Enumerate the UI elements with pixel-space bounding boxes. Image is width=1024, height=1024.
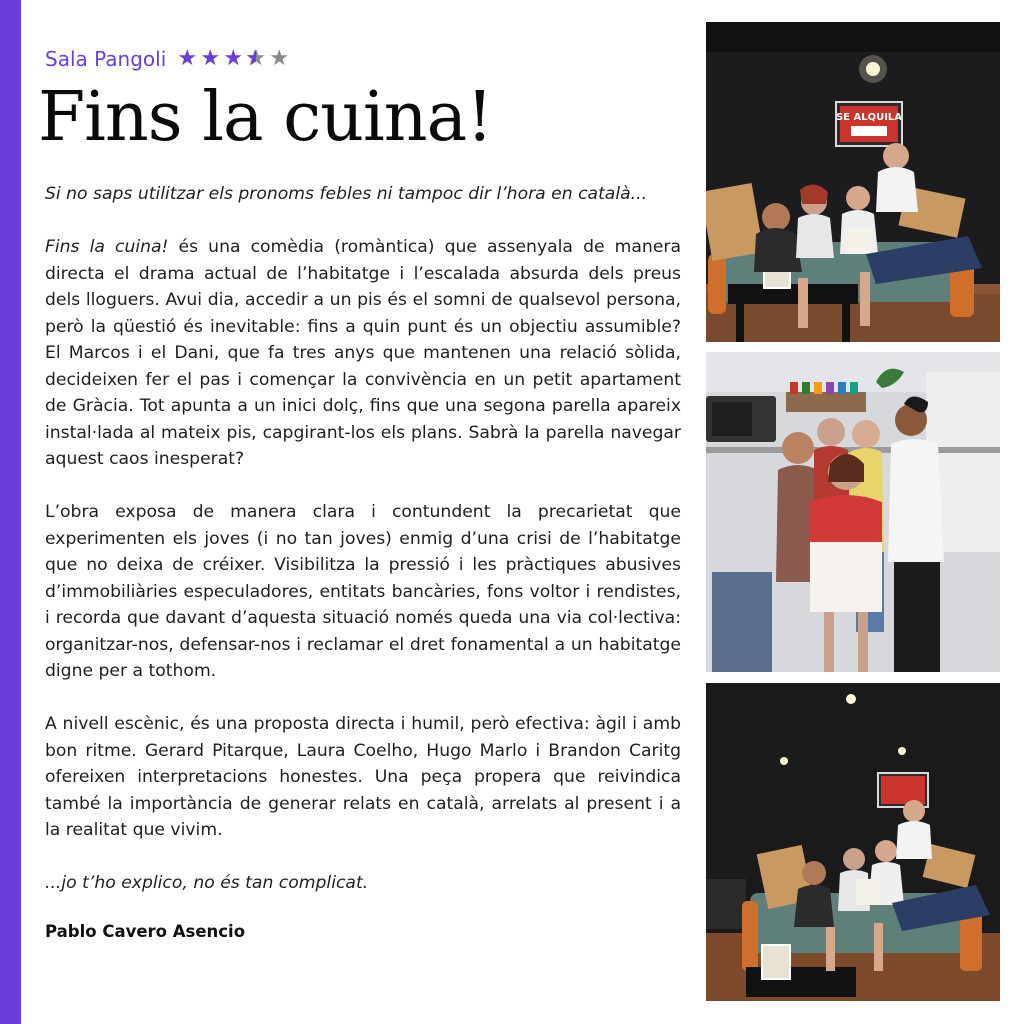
venue-header (45, 44, 290, 74)
sign-icon (878, 773, 928, 807)
staging-paragraph: A nivell escènic, és una proposta directa i humil, però efectiva: àgil i amb bon ritme. Gerard Pitarque, Laura Coelho, Hugo Marlo i Brandon Caritg ofereixen interpretacions honestes. Una peça propera que reivindica també la importància de generar relats en català, arrelats al present i a la realitat que vivim. (45, 714, 681, 840)
analysis-paragraph: L’obra exposa de manera clara i contundent la precarietat que experimenten els joves (i no tan joves) enmig d’una crisi de l’habitatge que no deixa de créixer. Visibilitza la pressió i les pràctiques abusives d’immobiliàries especuladores, entitats bancàries, fons voltor i rendistes, i recorda que davant d’aquesta situació només queda una via col·lectiva: organitzar-nos, defensar-nos i reclamar el dret fonamental a un habitatge digne per a tothom. (45, 502, 681, 681)
intro-paragraph: Si no saps utilitzar els pronoms febles ni tampoc dir l’hora en català... (45, 184, 648, 204)
stage-photo-sofa-image (706, 22, 1000, 342)
half-star-icon: ★ ★ (245, 48, 267, 70)
cast-photo-kitchen-image (706, 352, 1000, 672)
page-title: Fins la cuina! (38, 78, 493, 157)
star-icon: ★ (200, 46, 221, 71)
empty-star-icon: ★ (269, 46, 290, 71)
star-icon: ★ (223, 46, 244, 71)
stage-photo-sofa (706, 22, 1000, 342)
closing-line: ...jo t’ho explico, no és tan complicat. (45, 873, 369, 893)
accent-sidebar-bar (0, 0, 21, 1024)
stage-photo-wide-image (706, 683, 1000, 1001)
star-icon: ★ (177, 46, 198, 71)
author-name: Pablo Cavero Asencio (45, 921, 246, 941)
synopsis-text: és una comèdia (romàntica) que assenyala de manera directa el drama actual de l’habitatge i l’escalada absurda dels preus dels lloguers. Avui dia, accedir a un pis és el somni de qualsevol persona, però la qüestió és inevitable: fins a quin punt és un objectiu assumible? El Marcos i el Dani, que fa tres anys que mantenen una relació sòlida, decideixen fer el pas i començar la convivència en un petit apartament de Gràcia. Tot apunta a un inici dolç, fins que una segona parella apareix instal·lada al mateix pis, capgirant-los els plans. Sabrà la parella navegar aquest caos inesperat? (45, 237, 681, 469)
star-rating (176, 48, 290, 70)
sign-text: SE ALQUILA (835, 112, 903, 123)
venue-name: Sala Pangoli (45, 47, 167, 71)
synopsis-paragraph (45, 234, 681, 473)
review-body (45, 181, 681, 945)
stage-photo-wide (706, 683, 1000, 1001)
play-title-inline: Fins la cuina! (45, 237, 169, 257)
cast-photo-kitchen (706, 352, 1000, 672)
sign-icon (836, 102, 902, 146)
